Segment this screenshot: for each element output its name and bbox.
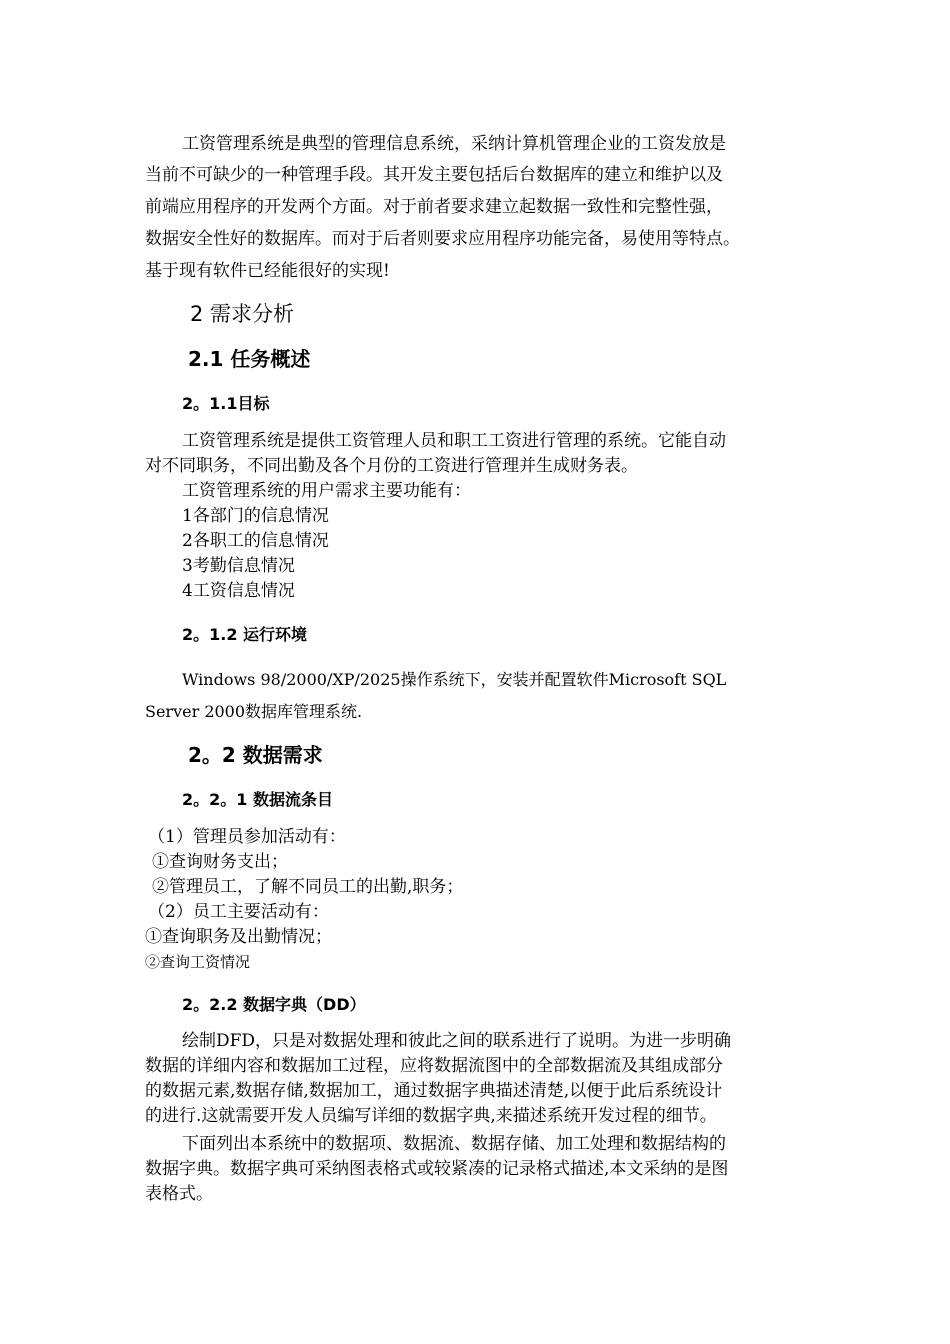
dd-line-7: 表格式。 <box>145 1184 213 1204</box>
dataflow-line-1: （1）管理员参加活动有： <box>148 827 346 847</box>
dataflow-line-5: ①查询职务及出勤情况； <box>145 927 332 947</box>
goal-item-2: 2各职工的信息情况 <box>182 531 329 551</box>
dd-line-3: 的数据元素,数据存储,数据加工，通过数据字典描述清楚,以便于此后系统设计 <box>145 1081 723 1101</box>
dataflow-line-3: ②管理员工，了解不同员工的出勤,职务； <box>152 877 464 897</box>
dd-line-6: 数据字典。数据字典可采纳图表格式或较紧凑的记录格式描述,本文采纳的是图 <box>145 1159 729 1179</box>
section-2-heading: 2 需求分析 <box>190 302 295 326</box>
goal-item-1: 1各部门的信息情况 <box>182 506 329 526</box>
section-2-1-1-heading: 2。1.1目标 <box>182 394 270 413</box>
intro-line-4: 数据安全性好的数据库。而对于后者则要求应用程序功能完备，易使用等特点。 <box>145 229 740 249</box>
dd-line-2: 数据的详细内容和数据加工过程，应将数据流图中的全部数据流及其组成部分 <box>145 1056 723 1076</box>
intro-line-3: 前端应用程序的开发两个方面。对于前者要求建立起数据一致性和完整性强， <box>145 197 723 217</box>
section-2-1-heading: 2.1 任务概述 <box>188 347 311 371</box>
section-2-1-2-heading: 2。1.2 运行环境 <box>182 625 308 644</box>
section-2-2-1-heading: 2。2。1 数据流条目 <box>182 790 333 809</box>
goal-item-4: 4工资信息情况 <box>182 581 295 601</box>
dd-line-4: 的进行.这就需要开发人员编写详细的数据字典,来描述系统开发过程的细节。 <box>145 1106 717 1126</box>
dataflow-line-2: ①查询财务支出； <box>152 852 288 872</box>
intro-line-1: 工资管理系统是典型的管理信息系统，采纳计算机管理企业的工资发放是 <box>182 134 726 154</box>
goal-line-3: 工资管理系统的用户需求主要功能有： <box>182 481 471 501</box>
goal-item-3: 3考勤信息情况 <box>182 556 295 576</box>
dataflow-line-4: （2）员工主要活动有： <box>148 902 329 922</box>
intro-line-5: 基于现有软件已经能很好的实现! <box>145 261 390 281</box>
env-line-2: Server 2000数据库管理系统. <box>145 702 363 721</box>
goal-line-1: 工资管理系统是提供工资管理人员和职工工资进行管理的系统。它能自动 <box>182 431 726 451</box>
section-2-2-heading: 2。2 数据需求 <box>188 743 323 767</box>
intro-line-2: 当前不可缺少的一种管理手段。其开发主要包括后台数据库的建立和维护以及 <box>145 165 723 185</box>
section-2-2-2-heading: 2。2.2 数据字典（DD） <box>182 995 366 1014</box>
dd-line-5: 下面列出本系统中的数据项、数据流、数据存储、加工处理和数据结构的 <box>182 1134 726 1154</box>
dataflow-line-6: ②查询工资情况 <box>145 953 251 971</box>
dd-line-1: 绘制DFD，只是对数据处理和彼此之间的联系进行了说明。为进一步明确 <box>182 1031 732 1051</box>
goal-line-2: 对不同职务，不同出勤及各个月份的工资进行管理并生成财务表。 <box>145 456 638 476</box>
env-line-1: Windows 98/2000/XP/2025操作系统下，安装并配置软件Microsoft SQL <box>182 670 727 689</box>
